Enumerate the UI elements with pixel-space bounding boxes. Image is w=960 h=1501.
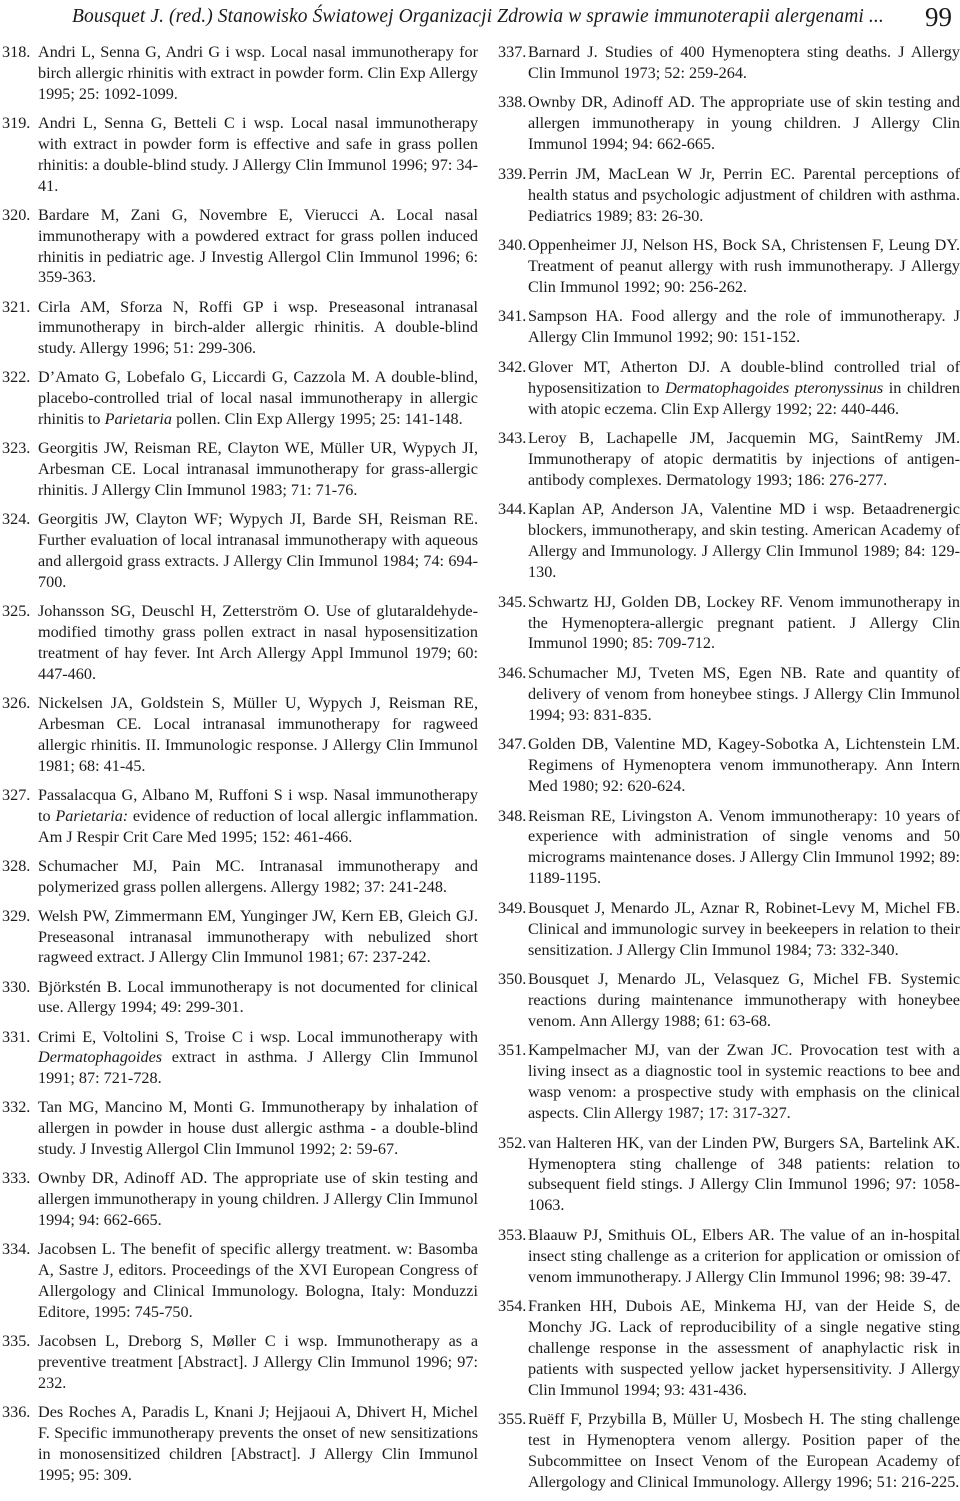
reference-item: [0, 1331, 478, 1394]
reference-item: [0, 1027, 478, 1090]
reference-number: 354.: [498, 1297, 527, 1316]
reference-item: [0, 693, 478, 777]
reference-number: 345.: [498, 592, 527, 611]
reference-number: 336.: [2, 1402, 31, 1421]
reference-italic-term: Dermatophagoides: [38, 1048, 163, 1067]
reference-number: 328.: [2, 856, 31, 875]
reference-text: [38, 367, 478, 430]
reference-number: 321.: [2, 297, 31, 316]
reference-text: Johansson SG, Deuschl H, Zetterström O. Use of glutaraldehyde-modified timothy grass pollen extract in nasal hyposensitization treatment of hay fever. Int Arch Allergy Appl Immunol 1979; 60: 447-460.: [38, 602, 478, 683]
reference-text-part: Crimi E, Voltolini S, Troise C i wsp. Local immunotherapy with: [38, 1027, 478, 1046]
reference-number: 324.: [2, 510, 31, 529]
reference-text: Cirla AM, Sforza N, Roffi GP i wsp. Preseasonal intranasal immunotherapy in birch-alder allergic rhinitis. A double-blind study. Allergy 1996; 51: 299-306.: [38, 297, 478, 358]
reference-item: [0, 906, 478, 969]
reference-item: [0, 856, 478, 898]
reference-number: 347.: [498, 735, 527, 754]
reference-item: [488, 164, 960, 227]
reference-item: [488, 806, 960, 890]
reference-text: Tan MG, Mancino M, Monti G. Immunotherapy by inhalation of allergen in powder in house dust allergic asthma - a double-blind study. J Investig Allergol Clin Immunol 1992; 2: 59-67.: [38, 1098, 478, 1159]
reference-number: 340.: [498, 236, 527, 255]
reference-item: [488, 92, 960, 155]
reference-text: Schwartz HJ, Golden DB, Lockey RF. Venom immunotherapy in the Hymenoptera-allergic pregnant patient. J Allergy Clin Immunol 1990; 85: 709-712.: [528, 592, 960, 653]
reference-text: Bousquet J, Menardo JL, Velasquez G, Michel FB. Systemic reactions during maintenance immunotherapy with honeybee venom. Ann Allergy 1988; 61: 63-68.: [528, 970, 960, 1030]
reference-number: 351.: [498, 1041, 527, 1060]
reference-text: Andri L, Senna G, Betteli C i wsp. Local nasal immunotherapy with extract in powder form is effective and safe in grass pollen rhinitis: a double-blind study. J Allergy Clin Immunol 1996; 97: 34-41.: [38, 113, 478, 195]
header-title: Bousquet J. (red.) Stanowisko Światowej Organizacji Zdrowia w sprawie immunoterapii alergenami ...: [72, 6, 884, 27]
reference-text-part: Passalacqua G, Albano M, Ruffoni S i wsp. Nasal immunotherapy to: [38, 785, 478, 825]
reference-text: Jacobsen L, Dreborg S, Møller C i wsp. Immunotherapy as a preventive treatment [Abstract]. J Allergy Clin Immunol 1996; 97: 232.: [38, 1332, 478, 1392]
reference-text: Ownby DR, Adinoff AD. The appropriate use of skin testing and allergen immunotherapy in young children. J Allergy Clin Immunol 1994; 94: 662-665.: [38, 1169, 478, 1230]
reference-text: Ownby DR, Adinoff AD. The appropriate use of skin testing and allergen immunotherapy in young children. J Allergy Clin Immunol 1994; 94: 662-665.: [528, 93, 960, 154]
reference-item: [488, 1296, 960, 1401]
reference-text-part: evidence of reduction of local allergic inflammation. Am J Respir Crit Care Med 1995; 152: 461-466.: [38, 806, 478, 846]
reference-text-part: Glover MT, Atherton DJ. A double-blind controlled trial of hyposensitization to: [528, 357, 960, 397]
reference-number: 325.: [2, 602, 31, 621]
reference-text: van Halteren HK, van der Linden PW, Burgers SA, Bartelink AK. Hymenoptera sting challenge of 348 patients: relation to subsequent field stings. J Allergy Clin Immunol 1996; 97: 1058-1063.: [528, 1133, 960, 1215]
reference-number: 329.: [2, 906, 31, 925]
reference-item: [0, 297, 478, 360]
reference-text: Georgitis JW, Reisman RE, Clayton WE, Müller UR, Wypych JI, Arbesman CE. Local intranasal immunotherapy for grass-allergic rhinitis. J Allergy Clin Immunol 1983; 71: 71-76.: [38, 439, 478, 500]
reference-item: [0, 601, 478, 685]
reference-number: 339.: [498, 164, 527, 183]
reference-text-part: in children with atopic eczema. Clin Exp Allergy 1992; 22: 440-446.: [528, 378, 960, 418]
reference-text: [38, 1027, 478, 1090]
reference-text: Kaplan AP, Anderson JA, Valentine MD i wsp. Betaadrenergic blockers, immunotherapy, and skin testing. American Academy of Allergy and Immunology. J Allergy Clin Immunol 1989; 84: 129-130.: [528, 500, 960, 582]
reference-number: 342.: [498, 357, 527, 376]
reference-text-part: pollen. Clin Exp Allergy 1995; 25: 141-148.: [172, 410, 463, 429]
reference-item: [488, 1225, 960, 1288]
reference-number: 335.: [2, 1332, 31, 1351]
reference-number: 326.: [2, 693, 31, 712]
reference-number: 327.: [2, 785, 31, 804]
reference-number: 349.: [498, 898, 527, 917]
reference-text: Schumacher MJ, Pain MC. Intranasal immunotherapy and polymerized grass pollen allergens. Allergy 1982; 37: 241-248.: [38, 856, 478, 896]
reference-number: 330.: [2, 977, 31, 996]
reference-italic-term: Parietaria:: [55, 806, 129, 825]
reference-text: Reisman RE, Livingston A. Venom immunotherapy: 10 years of experience with administration of single venoms and 50 micrograms maintenance doses. J Allergy Clin Immunol 1992; 89: 1189-1195.: [528, 806, 960, 888]
reference-item: [488, 969, 960, 1032]
reference-number: 334.: [2, 1240, 31, 1259]
reference-item: [0, 113, 478, 197]
reference-item: [488, 1409, 960, 1493]
reference-text: Bardare M, Zani G, Novembre E, Vierucci A. Local nasal immunotherapy with a powdered extract for grass pollen induced rhinitis in pediatric age. J Investig Allergol Clin Immunol 1996; 6: 359-363.: [38, 205, 478, 287]
reference-item: [488, 428, 960, 491]
reference-number: 323.: [2, 439, 31, 458]
reference-item: [488, 898, 960, 961]
reference-number: 332.: [2, 1098, 31, 1117]
reference-item: [0, 438, 478, 501]
reference-text: Perrin JM, MacLean W Jr, Perrin EC. Parental perceptions of health status and psychologic adjustment of children with asthma. Pediatrics 1989; 83: 26-30.: [528, 164, 960, 225]
reference-item: [488, 734, 960, 797]
reference-text: Kampelmacher MJ, van der Zwan JC. Provocation test with a living insect as a diagnostic tool in systemic reactions to bee and wasp venom: a prospective study with emphasis on the clinical aspects. Clin Allergy 1987; 17: 317-327.: [528, 1041, 960, 1123]
reference-text: Golden DB, Valentine MD, Kagey-Sobotka A, Lichtenstein LM. Regimens of Hymenoptera venom immunotherapy. Ann Intern Med 1980; 92: 620-624.: [528, 735, 960, 796]
reference-item: [0, 1168, 478, 1231]
reference-item: [0, 785, 478, 848]
reference-number: 341.: [498, 307, 527, 326]
reference-italic-term: Dermatophagoides pteronyssinus: [665, 378, 884, 397]
reference-item: [488, 306, 960, 348]
reference-item: [488, 357, 960, 420]
reference-number: 333.: [2, 1169, 31, 1188]
reference-italic-term: Parietaria: [104, 410, 173, 429]
reference-number: 338.: [498, 93, 527, 112]
reference-text-part: extract in asthma. J Allergy Clin Immunol 1991; 87: 721-728.: [38, 1048, 478, 1088]
reference-number: 355.: [498, 1410, 527, 1429]
reference-item: [0, 1239, 478, 1323]
reference-text: Georgitis JW, Clayton WF; Wypych JI, Barde SH, Reisman RE. Further evaluation of local intranasal immunotherapy with aqueous and allergoid grass extracts. J Allergy Clin Immunol 1984; 74: 694-700.: [38, 510, 478, 591]
reference-text: Nickelsen JA, Goldstein S, Müller U, Wypych J, Reisman RE, Arbesman CE. Local intranasal immunotherapy for ragweed allergic rhinitis. II. Immunologic response. J Allergy Clin Immunol 1981; 68: 41-45.: [38, 693, 478, 775]
reference-number: 322.: [2, 368, 31, 387]
reference-number: 350.: [498, 970, 527, 989]
reference-text: Welsh PW, Zimmermann EM, Yunginger JW, Kern EB, Gleich GJ. Preseasonal intranasal immunotherapy with nebulized short ragweed extract. J Allergy Clin Immunol 1981; 67: 237-242.: [38, 906, 478, 967]
reference-number: 320.: [2, 205, 31, 224]
reference-text: Jacobsen L. The benefit of specific allergy treatment. w: Basomba A, Sastre J, editors. Proceedings of the XVI European Congress of Allergology and Clinical Immunology. Bologna, Italy: Monduzzi Editore, 1995: 745-750.: [38, 1240, 478, 1321]
reference-item: [488, 592, 960, 655]
reference-item: [0, 42, 478, 105]
reference-text: Sampson HA. Food allergy and the role of immunotherapy. J Allergy Clin Immunol 1992; 90: 151-152.: [528, 307, 960, 347]
reference-number: 337.: [498, 43, 527, 61]
reference-text: Barnard J. Studies of 400 Hymenoptera sting deaths. J Allergy Clin Immunol 1973; 52: 259-264.: [528, 43, 960, 82]
reference-text: Ruëff F, Przybilla B, Müller U, Mosbech H. The sting challenge test in Hymenoptera venom allergy. Position paper of the Subcommittee on Insect Venom of the European Academy of Allergology and Clinical Immunology. Allergy 1996; 51: 216-225.: [528, 1410, 960, 1491]
reference-number: 343.: [498, 429, 527, 448]
reference-item: [0, 367, 478, 430]
reference-text: Des Roches A, Paradis L, Knani J; Hejjaoui A, Dhivert H, Michel F. Specific immunotherapy prevents the onset of new sensitizations in monosensitized children [Abstract]. J Allergy Clin Immunol 1995; 95: 309.: [38, 1402, 478, 1484]
reference-number: 346.: [498, 663, 527, 682]
reference-item: [488, 663, 960, 726]
reference-text: [528, 357, 960, 420]
reference-text: [38, 785, 478, 848]
reference-text: Blaauw PJ, Smithuis OL, Elbers AR. The value of an in-hospital insect sting challenge as a criterion for application or omission of venom immunotherapy. J Allergy Clin Immunol 1996; 98: 39-47.: [528, 1225, 960, 1286]
reference-text: Bousquet J, Menardo JL, Aznar R, Robinet-Levy M, Michel FB. Clinical and immunologic survey in beekeepers in relation to their sensitization. J Allergy Clin Immunol 1984; 73: 332-340.: [528, 898, 960, 959]
reference-text: Andri L, Senna G, Andri G i wsp. Local nasal immunotherapy for birch allergic rhinitis with extract in powder form. Clin Exp Allergy 1995; 25: 1092-1099.: [38, 43, 478, 103]
reference-number: 352.: [498, 1133, 527, 1152]
reference-item: [488, 42, 960, 84]
reference-text: Schumacher MJ, Tveten MS, Egen NB. Rate and quantity of delivery of venom from honeybee stings. J Allergy Clin Immunol 1994; 93: 831-835.: [528, 663, 960, 724]
right-column: [488, 42, 960, 1501]
running-header: [0, 0, 960, 34]
reference-item: [0, 977, 478, 1019]
reference-number: 331.: [2, 1027, 31, 1046]
reference-number: 319.: [2, 113, 31, 132]
reference-item: [0, 509, 478, 593]
reference-item: [0, 1402, 478, 1486]
left-column: [0, 42, 478, 1494]
reference-text-part: D’Amato G, Lobefalo G, Liccardi G, Cazzola M. A double-blind, placebo-controlled trial of local nasal immunotherapy in allergic rhinitis to: [38, 368, 478, 429]
reference-item: [0, 205, 478, 289]
page-number: 99: [925, 2, 952, 32]
reference-number: 344.: [498, 500, 527, 519]
reference-item: [488, 499, 960, 583]
reference-item: [0, 1097, 478, 1160]
reference-text: Franken HH, Dubois AE, Minkema HJ, van der Heide S, de Monchy JG. Lack of reproducibility of a single negative sting challenge response in the assessment of anaphylactic risk in patients with suspected yellow jacket hypersensitivity. J Allergy Clin Immunol 1994; 93: 431-436.: [528, 1297, 960, 1399]
reference-number: 348.: [498, 806, 527, 825]
reference-text: Leroy B, Lachapelle JM, Jacquemin MG, SaintRemy JM. Immunotherapy of atopic dermatitis by injections of antigen-antibody complexes. Dermatology 1993; 186: 276-277.: [528, 429, 960, 489]
reference-text: Oppenheimer JJ, Nelson HS, Bock SA, Christensen F, Leung DY. Treatment of peanut allergy with rush immunotherapy. J Allergy Clin Immunol 1992; 90: 256-262.: [528, 236, 960, 296]
reference-number: 318.: [2, 43, 31, 61]
reference-item: [488, 1133, 960, 1217]
reference-item: [488, 1040, 960, 1124]
reference-number: 353.: [498, 1225, 527, 1244]
reference-text: Björkstén B. Local immunotherapy is not documented for clinical use. Allergy 1994; 49: 299-301.: [38, 977, 478, 1017]
reference-item: [488, 235, 960, 298]
